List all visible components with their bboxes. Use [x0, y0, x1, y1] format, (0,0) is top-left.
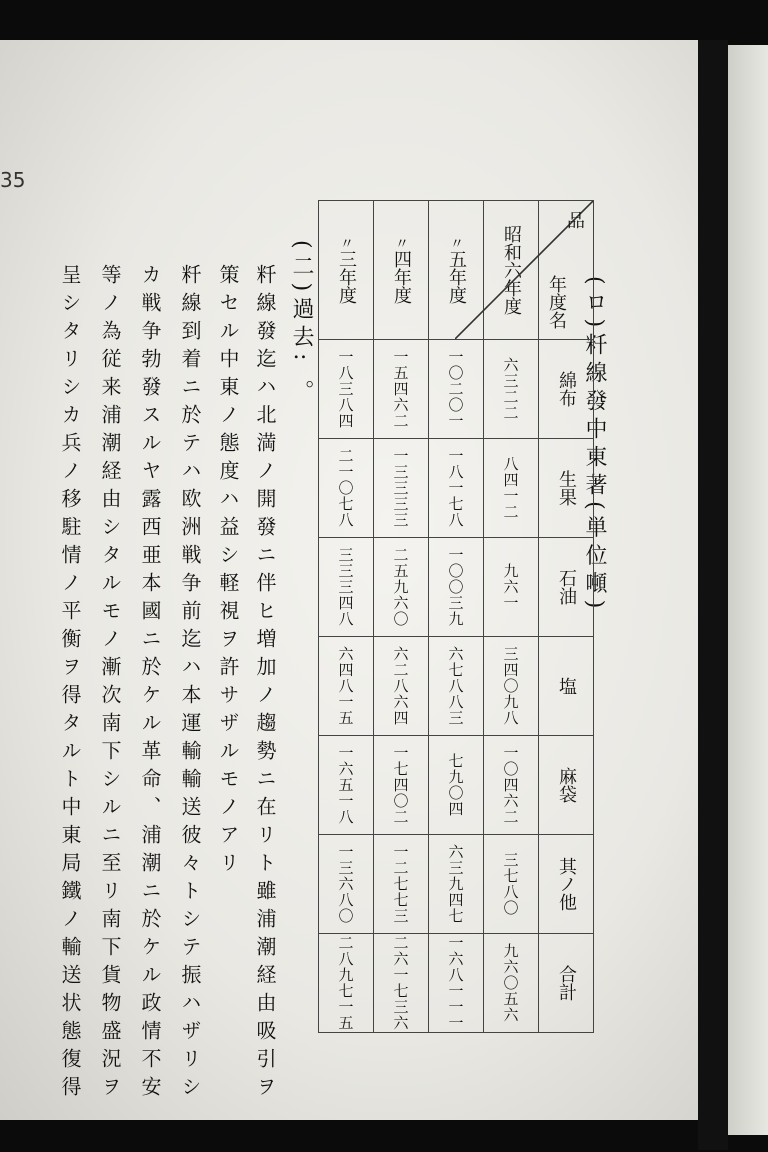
- row-year: 五年度: [446, 250, 467, 304]
- table-cell: 九六〇五六: [484, 934, 539, 1033]
- corner-label-item: 品: [564, 211, 585, 229]
- table-cell: 六三九四七: [429, 835, 484, 934]
- row-year: 三年度: [336, 250, 357, 304]
- table-cell: 一〇二〇一: [429, 340, 484, 439]
- table-cell: 一八一七八: [429, 439, 484, 538]
- table-cell: 三四〇九八: [484, 637, 539, 736]
- table-cell: 三三三四八: [319, 538, 374, 637]
- table-cell: 一〇〇三九: [429, 538, 484, 637]
- table-cell: 一六五一八: [319, 736, 374, 835]
- table-cell: 二八九七一五: [319, 934, 374, 1033]
- table-cell: 二六一七三六: [374, 934, 429, 1033]
- table-cell: 三七八〇: [484, 835, 539, 934]
- column-header: 合計: [539, 934, 594, 1033]
- column-header: 麻袋: [539, 736, 594, 835]
- table-cell: 六二八六四: [374, 637, 429, 736]
- table-cell: 一七四〇二: [374, 736, 429, 835]
- table-cell: 八四一二: [484, 439, 539, 538]
- row-year-cell: [319, 201, 374, 340]
- table-corner-cell: [539, 201, 594, 340]
- table-cell: 一〇四六二: [484, 736, 539, 835]
- heading-marks: : 。: [289, 353, 314, 408]
- row-year: 昭和六年度: [501, 225, 522, 315]
- table-cell: 一六八一一一: [429, 934, 484, 1033]
- table-row: [374, 201, 429, 1033]
- table-cell: 七九〇四: [429, 736, 484, 835]
- table-cell: 二五九六〇: [374, 538, 429, 637]
- ditto-mark: 〃: [338, 236, 354, 250]
- table-cell: 六四八一五: [319, 637, 374, 736]
- corner-name-text: 名: [546, 311, 567, 329]
- table-caption: (ロ)粁線發中東著(単位噸): [582, 276, 607, 615]
- row-year-cell: [374, 201, 429, 340]
- book-spine: [698, 40, 728, 1150]
- table-cell: 一五四六二: [374, 340, 429, 439]
- table-cell: 九六一: [484, 538, 539, 637]
- section-heading: [290, 240, 312, 408]
- body-column: 粁線發迄ハ北満ノ開發ニ伴ヒ増加ノ趨勢ニ在リト雖浦潮経由吸引ヲ: [253, 264, 277, 1104]
- table-cell: 一二七七三: [374, 835, 429, 934]
- table-cell: 一三三三三: [374, 439, 429, 538]
- body-column: 粁線到着ニ於テハ欧洲戦争前迄ハ本運輸輸送彼々トシテ振ハザリシ: [178, 264, 202, 1104]
- row-year: 四年度: [391, 250, 412, 304]
- corner-year-text: 年度: [546, 275, 567, 311]
- table-row: [319, 201, 374, 1033]
- shipment-table: [318, 200, 594, 1033]
- column-header: 石油: [539, 538, 594, 637]
- page-number: 35: [0, 168, 26, 192]
- body-column: 呈シタリシカ兵ノ移駐情ノ平衡ヲ得タルト中東局鐵ノ輸送状態復得: [58, 264, 82, 1104]
- body-column: カ戦争勃發スルヤ露西亜本國ニ於ケル革命、浦潮ニ於ケル政情不安: [138, 264, 162, 1104]
- table-cell: 二一〇七八: [319, 439, 374, 538]
- column-header: 生果: [539, 439, 594, 538]
- column-header: 綿布: [539, 340, 594, 439]
- corner-label-year: [543, 275, 569, 329]
- section-heading-text: (二)過去: [289, 240, 314, 354]
- body-column: 等ノ為従来浦潮経由シタルモノ漸次南下シルニ至リ南下貨物盛況ヲ: [98, 264, 122, 1104]
- table-cell: 六七八八三: [429, 637, 484, 736]
- table-header-row: [539, 201, 594, 1033]
- next-page-edge: [728, 45, 768, 1135]
- table-cell: 六三二二: [484, 340, 539, 439]
- ditto-mark: 〃: [393, 236, 409, 250]
- column-header: 塩: [539, 637, 594, 736]
- body-column: 策セル中東ノ態度ハ益シ軽視ヲ許サザルモノアリ: [216, 264, 240, 880]
- table-cell: 一八三八四: [319, 340, 374, 439]
- column-header: 其ノ他: [539, 835, 594, 934]
- table-cell: 一三六八〇: [319, 835, 374, 934]
- ditto-mark: 〃: [448, 236, 464, 250]
